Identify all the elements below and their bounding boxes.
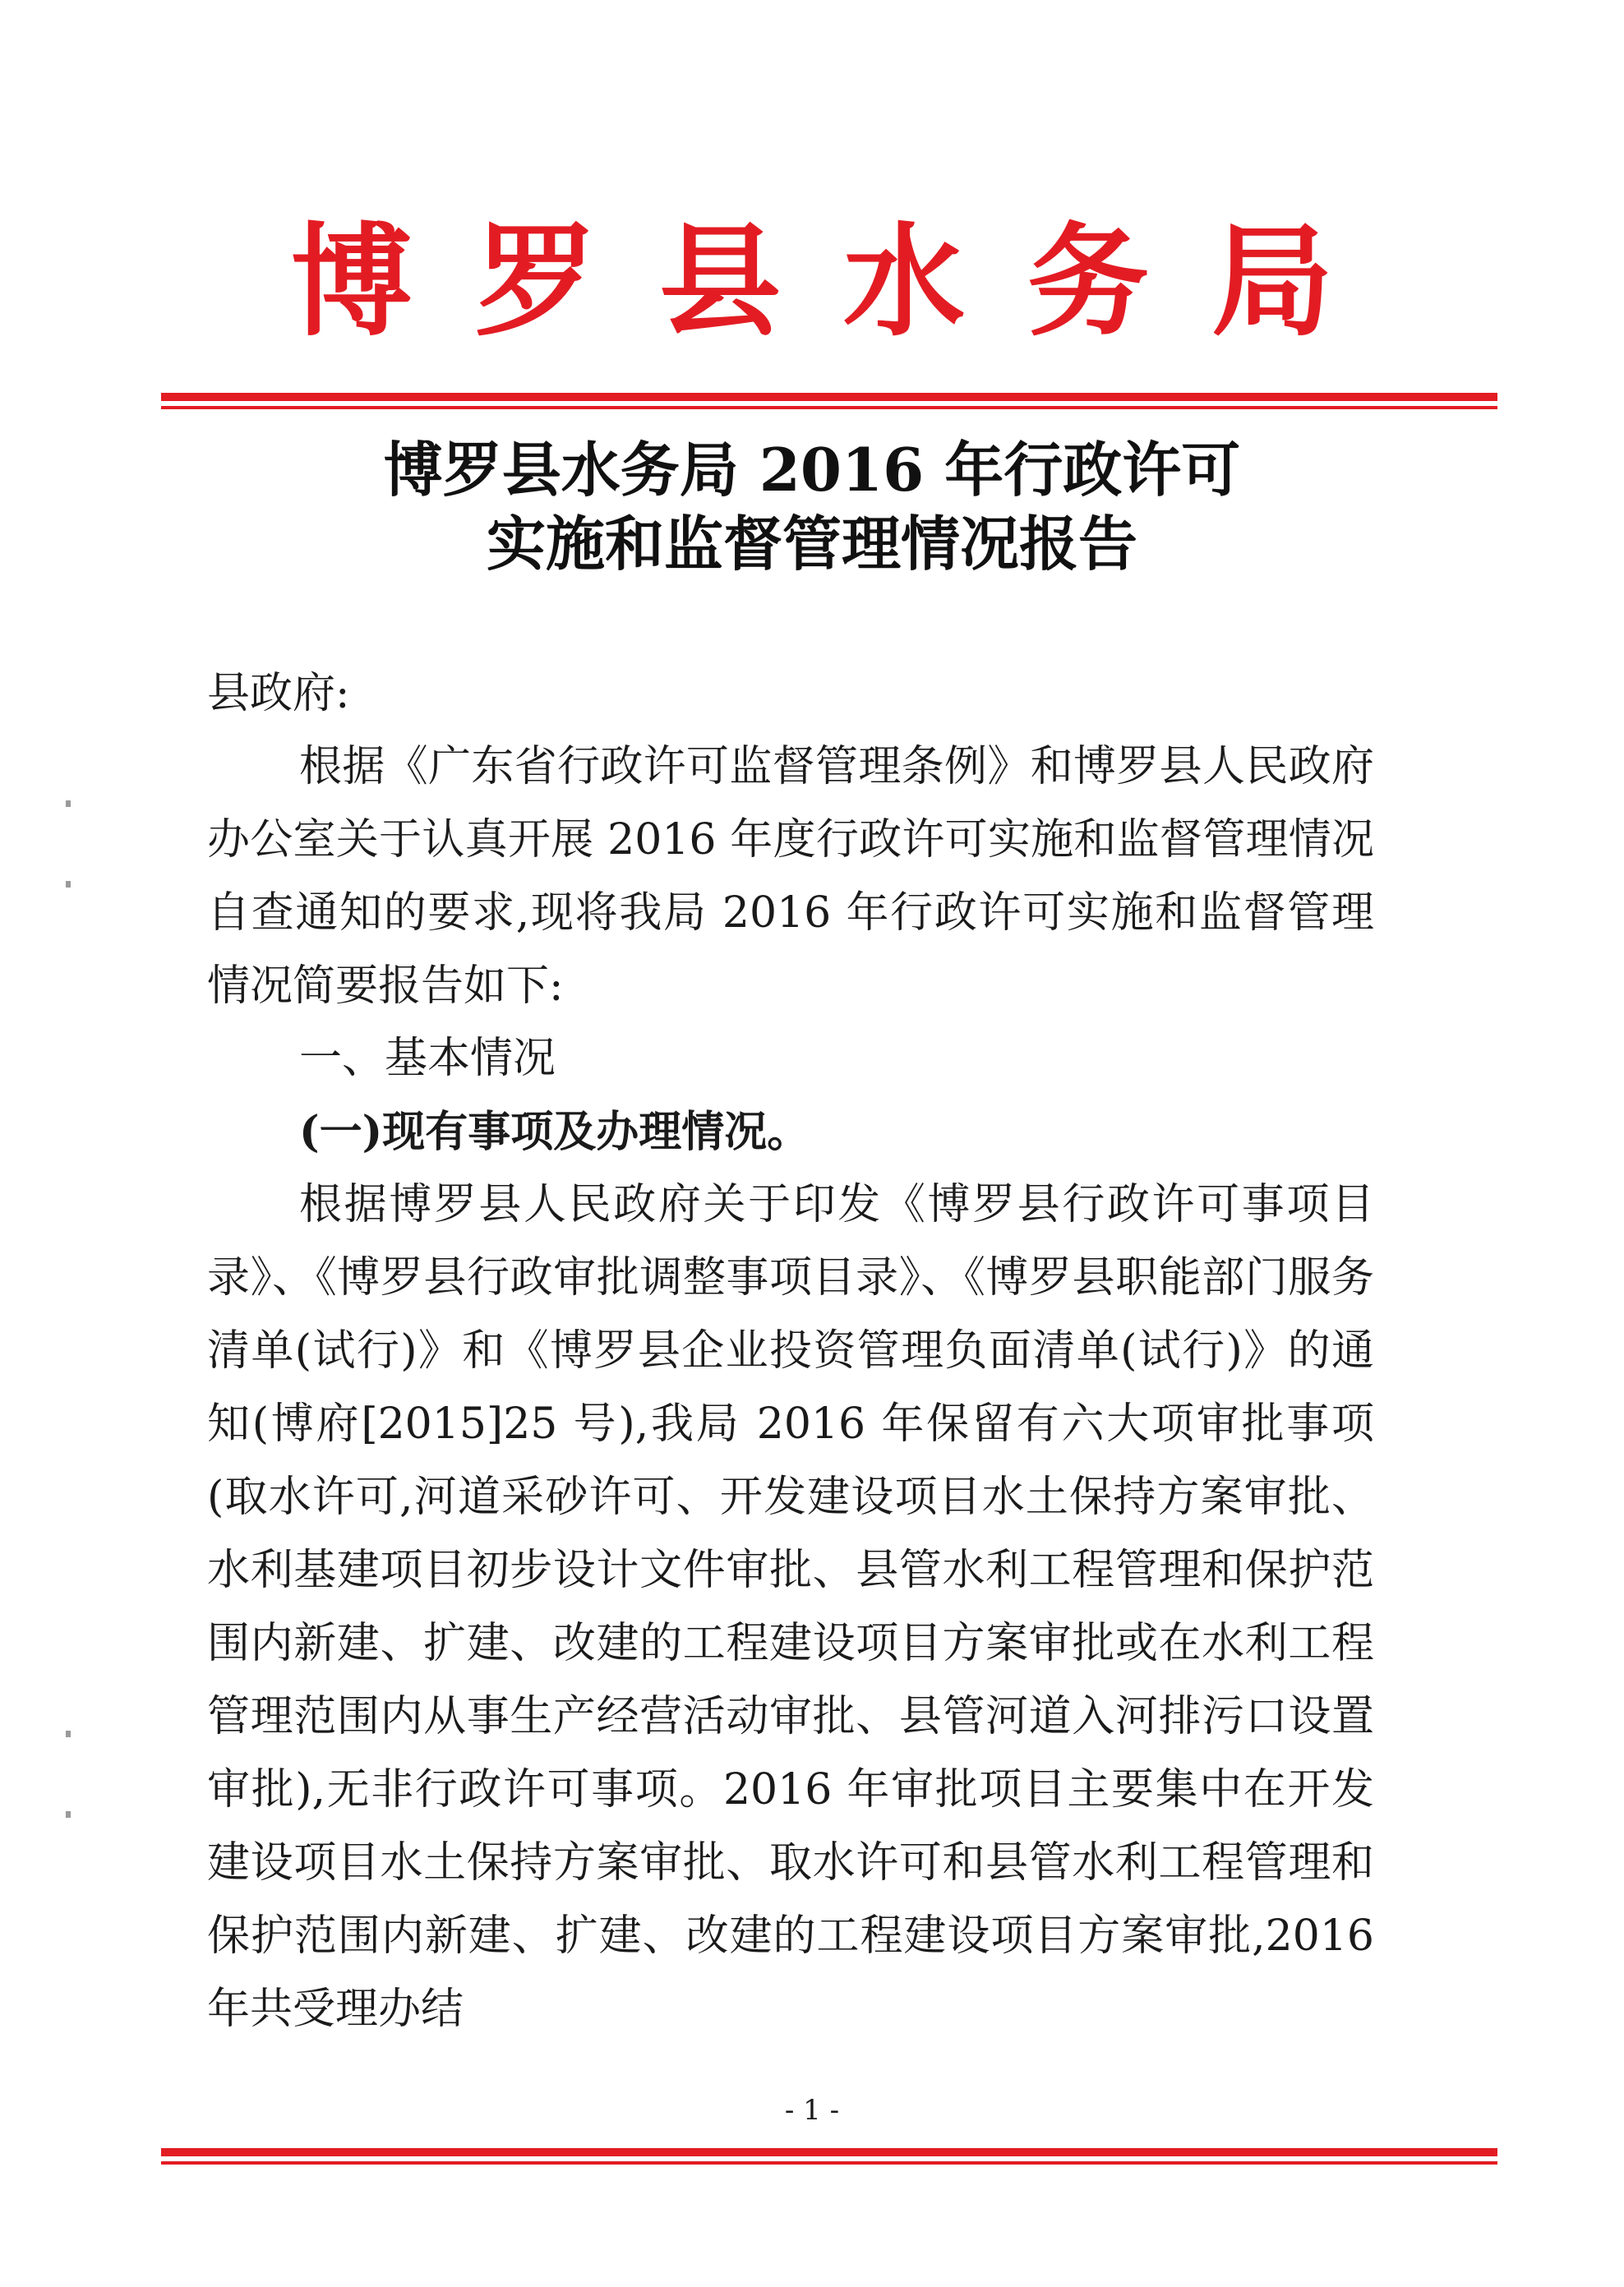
- scan-margin-mark: [66, 800, 71, 807]
- footer-red-rule: [161, 2148, 1497, 2165]
- section-heading-basic-situation: 一、基本情况: [299, 1034, 556, 1083]
- paragraph-existing-items-text: 根据博罗县人民政府关于印发《博罗县行政许可事项目录》、《博罗县行政审批调整事项目录》、《博罗县职能部门服务清单(试行)》和《博罗县企业投资管理负面清单(试行)》的通知(博府[2015]25 号),我局 2016 年保留有六大项审批事项(取水许可,河道采砂许可、开发建设项目水土保持方案审批、水利基建项目初步设计文件审批、县管水利工程管理和保护范围内新建、扩建、改建的工程建设项目方案审批或在水利工程管理范围内从事生产经营活动审批、县管河道入河排污口设置审批),无非行政许可事项。2016 年审批项目主要集中在开发建设项目水土保持方案审批、取水许可和县管水利工程管理和保护范围内新建、扩建、改建的工程建设项目方案审批,2016 年共受理办结: [207, 1180, 1374, 2034]
- footer-rule-thick: [161, 2148, 1497, 2156]
- footer-rule-thin: [161, 2161, 1497, 2165]
- scan-margin-mark: [66, 881, 71, 888]
- page-number: - 1 -: [784, 2094, 840, 2127]
- red-rule-thick: [161, 393, 1497, 401]
- document-title-line-1: 博罗县水务局 2016 年行政许可: [383, 435, 1241, 505]
- paragraph-intro-text: 根据《广东省行政许可监督管理条例》和博罗县人民政府办公室关于认真开展 2016 年度行政许可实施和监督管理情况自查通知的要求,现将我局 2016 年行政许可实施和监督管理情况简要报告如下:: [207, 742, 1374, 1011]
- scan-margin-mark: [66, 1811, 71, 1818]
- paragraph-existing-items: [207, 1169, 1374, 2046]
- red-rule-thin: [161, 406, 1497, 409]
- salutation: 县政府:: [207, 669, 350, 718]
- subsection-heading-existing-items: (一)现有事项及办理情况。: [299, 1107, 810, 1157]
- letterhead-agency-name: 博罗县水务局: [291, 211, 1396, 353]
- document-title-line-2: 实施和监督管理情况报告: [486, 509, 1137, 579]
- paragraph-intro: [207, 731, 1374, 1023]
- scan-margin-mark: [66, 1731, 71, 1737]
- letterhead-red-rule: [161, 393, 1497, 409]
